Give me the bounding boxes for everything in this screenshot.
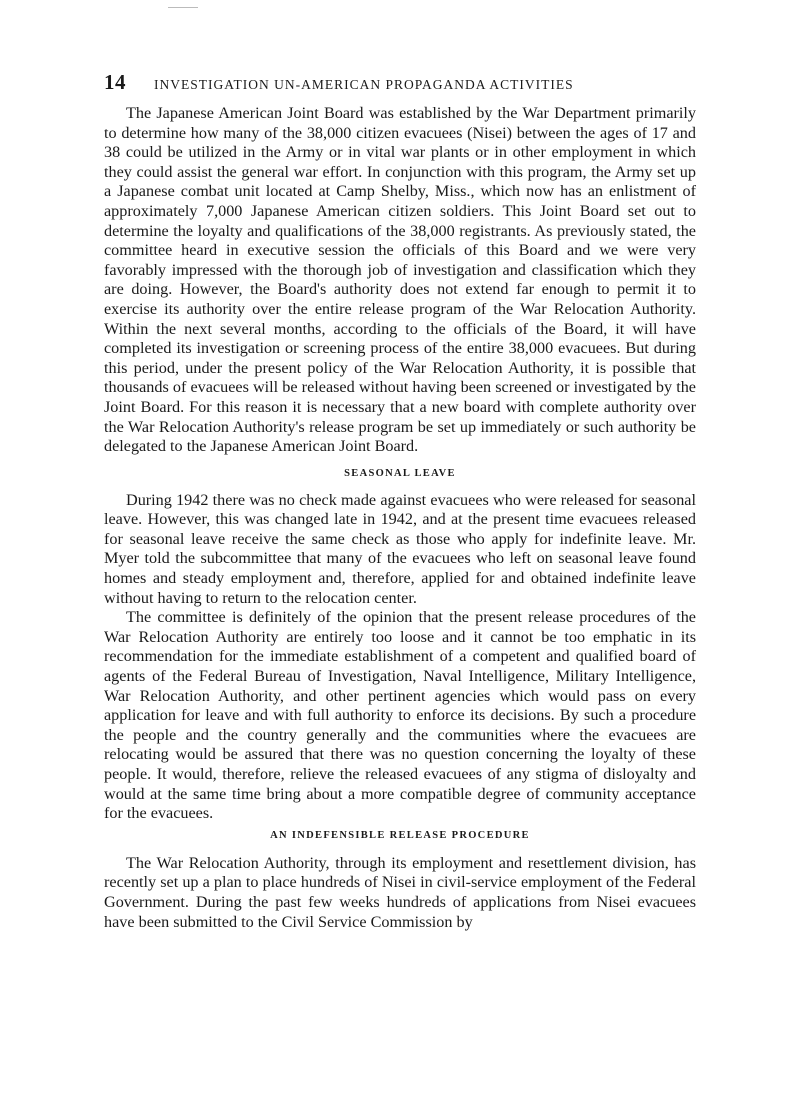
paragraph-committee-opinion: The committee is definitely of the opinion that the present release procedures of the War Relocation Authority are entirely too loose and it cannot be too emphatic in its recommendation for the immediate establishment of a competent and qualified board of agents of the Federal Bureau of Investigation, Naval Intelligence, Military Intelligence, War Relocation Authority, and other pertinent agencies which would pass on every application for leave and with full authority to enforce its decisions. By such a procedure the people and the country generally and the communities where the evacuees are relocating would be assured that there was no question concerning the loyalty of these people. It would, therefore, relieve the released evacuees of any stigma of disloyalty and would at the same time bring about a more compatible degree of community acceptance for the evacuees. <box>104 608 696 823</box>
running-title: INVESTIGATION UN-AMERICAN PROPAGANDA ACTIVITIES <box>154 77 574 92</box>
page-number: 14 <box>104 70 126 94</box>
section-heading-seasonal-leave: SEASONAL LEAVE <box>344 467 456 479</box>
paragraph-seasonal-leave: During 1942 there was no check made against evacuees who were released for seasonal leave. However, this was changed late in 1942, and at the present time evacuees released for seasonal leave receive the same check as those who apply for indefinite leave. Mr. Myer told the subcommittee that many of the evacuees who left on seasonal leave found homes and steady employment and, therefore, applied for and obtained indefinite leave without having to return to the relocation center. <box>104 490 696 607</box>
paragraph-joint-board: The Japanese American Joint Board was established by the War Department primarily to determine how many of the 38,000 citizen evacuees (Nisei) between the ages of 17 and 38 could be utilized in the Army or in vital war plants or in other employment in which they could assist the general war effort. In conjunction with this program, the Army set up a Japanese combat unit located at Camp Shelby, Miss., which now has an enlistment of approximately 7,000 Japanese American citizen soldiers. This Joint Board set out to determine the loyalty and qualifications of the 38,000 registrants. As previously stated, the committee heard in executive session the officials of this Board and we were very favorably impressed with the thorough job of investigation and classification which they are doing. However, the Board's authority does not extend far enough to permit it to exercise its authority over the entire release program of the War Relocation Authority. Within the next several months, according to the officials of the Board, it will have completed its investigation or screening process of the entire 38,000 evacuees. But during this period, under the present policy of the War Relocation Authority, it is possible that thousands of evacuees will be released without having been screened or investigated by the Joint Board. For this reason it is necessary that a new board with complete authority over the War Relocation Authority's release program be set up immediately or such authority be delegated to the Japanese American Joint Board. <box>104 104 696 456</box>
scan-artifact-line <box>168 7 198 8</box>
page-body <box>104 104 696 932</box>
paragraph-civil-service: The War Relocation Authority, through its employment and resettlement division, has recently set up a plan to place hundreds of Nisei in civil-service employment of the Federal Government. During the past few weeks hundreds of applications from Nisei evacuees have been submitted to the Civil Service Commission by <box>104 853 696 931</box>
running-header <box>104 70 704 94</box>
section-heading-indefensible-release: AN INDEFENSIBLE RELEASE PROCEDURE <box>270 829 530 841</box>
